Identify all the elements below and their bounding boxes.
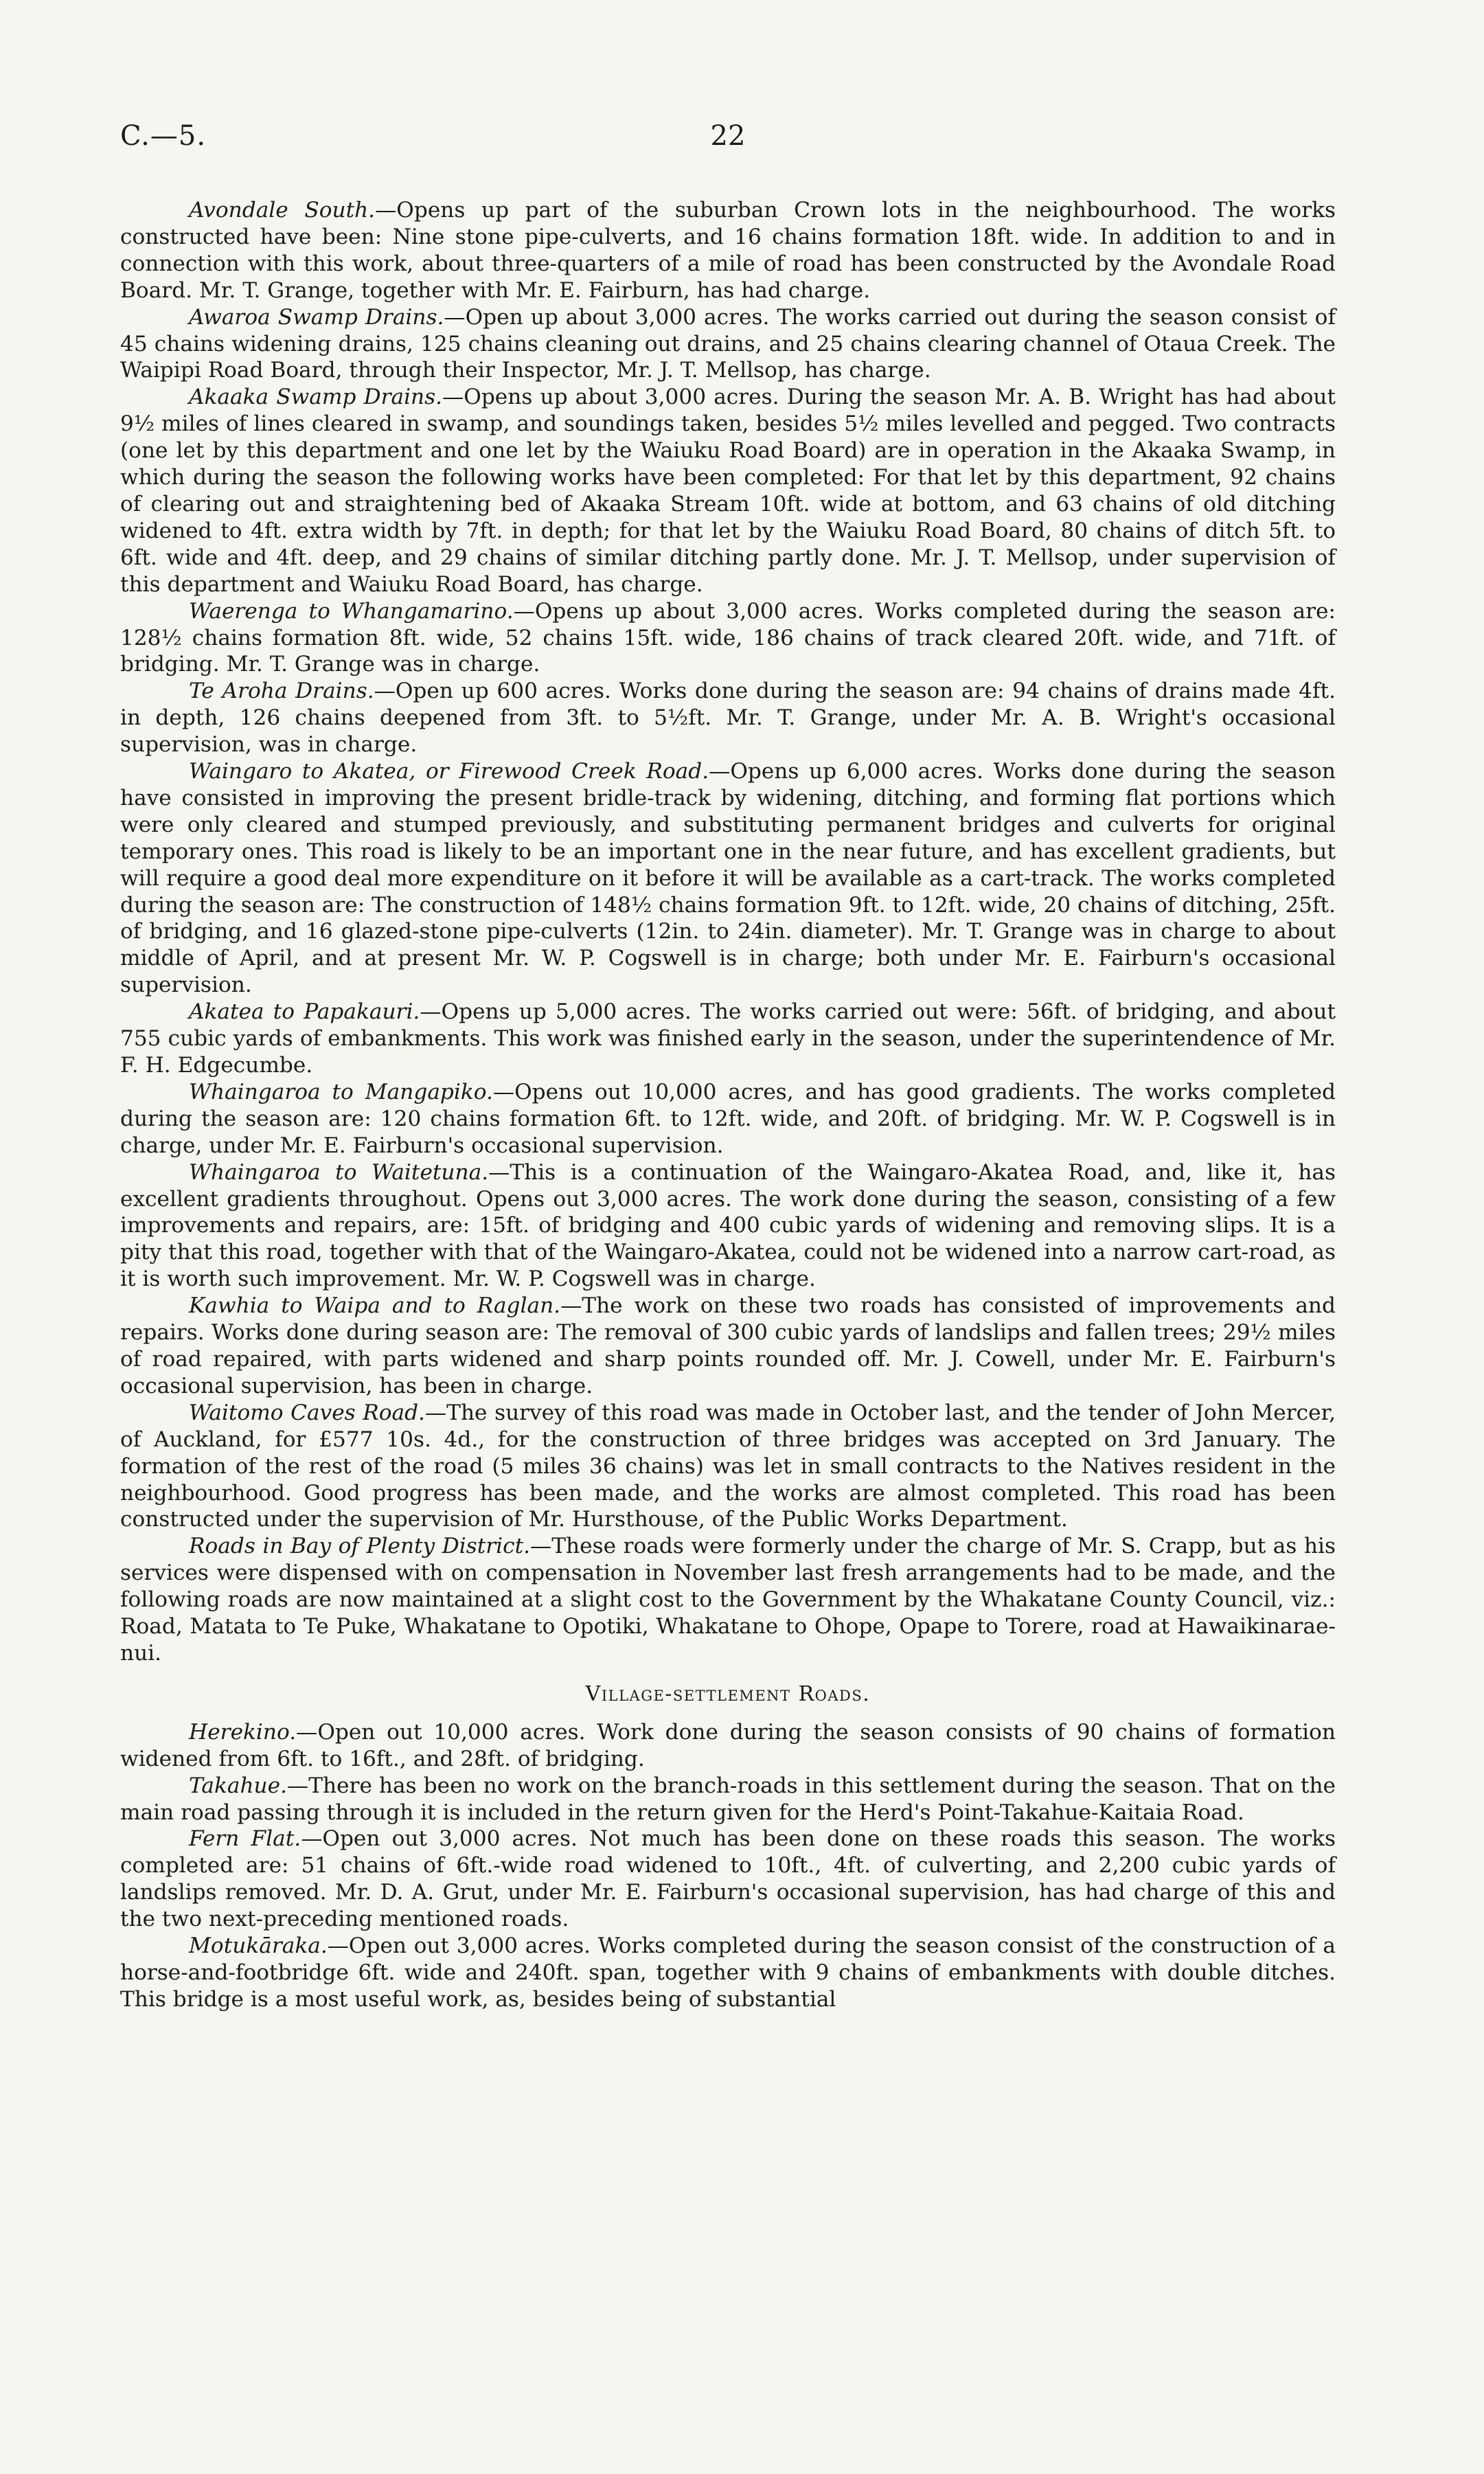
paragraph-text: —Opens up 5,000 acres. The works carried out were: 56ft. of bridging, and about 755 cubic yards of embankments. This work was finished early in the season, under the superintendence of Mr. F. H. Edgecumbe. xyxy=(120,999,1336,1078)
document-page xyxy=(120,120,1336,2013)
paragraph-title: Awaroa Swamp Drains. xyxy=(189,304,444,330)
paragraph-text: —Opens up about 3,000 acres. Works completed during the season are: 128½ chains formation 8ft. wide, 52 chains 15ft. wide, 186 chains of track cleared 20ft. wide, and 71ft. of bridging. Mr. T. Grange was in charge. xyxy=(120,598,1336,677)
paragraph-title: Takahue. xyxy=(189,1773,288,1798)
paragraph-text: —The work on these two roads has consisted of improvements and repairs. Works done during season are: The removal of 300 cubic yards of landslips and fallen trees; 29½ miles of road repaired, with parts widened and sharp points rounded off. Mr. J. Cowell, under Mr. E. Fairburn's occasional supervision, has been in charge. xyxy=(120,1293,1336,1398)
paragraph-title: Waerenga to Whangamarino. xyxy=(189,598,514,624)
page-header xyxy=(120,120,1336,175)
paragraph-text: —Open out 3,000 acres. Works completed during the season consist of the construction of a horse-and-footbridge 6ft. wide and 240ft. span, together with 9 chains of embankments with double ditches. This bridge is a most useful work, as, besides being of substantial xyxy=(120,1933,1336,2012)
paragraph-text: —These roads were formerly under the charge of Mr. S. Crapp, but as his services were dispensed with on compensation in November last fresh arrangements had to be made, and the following roads are now maintained at a slight cost to the Government by the Whakatane County Council, viz.: Road, Matata to Te Puke, Whakatane to Opotiki, Whakatane to Ohope, Opape to Torere, road at Hawaikinarae-nui. xyxy=(120,1534,1336,1666)
paragraph-title: Roads in Bay of Plenty District. xyxy=(189,1534,531,1559)
paragraph-akatea-to-papakauri xyxy=(120,999,1336,1079)
paragraph-text: —Open out 10,000 acres. Work done during the season consists of 90 chains of formation widened from 6ft. to 16ft., and 28ft. of bridging. xyxy=(120,1719,1336,1771)
paragraph-title: Waingaro to Akatea, or Firewood Creek Road. xyxy=(189,759,709,784)
paragraph-text: —Open out 3,000 acres. Not much has been done on these roads this season. The works completed are: 51 chains of 6ft.-wide road widened to 10ft., 4ft. of culverting, and 2,200 cubic yards of landslips removed. Mr. D. A. Grut, under Mr. E. Fairburn's occasional supervision, has had charge of this and the two next-preceding mentioned roads. xyxy=(120,1826,1336,1932)
paragraph-awaroa-swamp-drains xyxy=(120,304,1336,385)
paragraph-title: Kawhia to Waipa and to Raglan. xyxy=(189,1293,561,1319)
paragraph-fern-flat xyxy=(120,1826,1336,1933)
paragraph-waerenga-to-whangamarino xyxy=(120,598,1336,679)
paragraph-waitomo-caves-road xyxy=(120,1400,1336,1534)
body-text xyxy=(120,197,1336,2013)
page-number: 22 xyxy=(710,120,746,152)
paragraph-title: Waitomo Caves Road. xyxy=(189,1400,425,1425)
paragraph-whaingaroa-to-waitetuna xyxy=(120,1159,1336,1293)
paragraph-title: Motukāraka. xyxy=(189,1933,328,1959)
paragraph-takahue xyxy=(120,1773,1336,1826)
paragraph-kawhia-to-waipa-and-raglan xyxy=(120,1293,1336,1400)
paragraph-herekino xyxy=(120,1719,1336,1773)
paragraph-avondale-south xyxy=(120,197,1336,304)
paragraph-text: —There has been no work on the branch-roads in this settlement during the season. That on the main road passing through it is included in the return given for the Herd's Point-Takahue-Kaitaia Road. xyxy=(120,1773,1336,1825)
paragraph-text: —This is a continuation of the Waingaro-Akatea Road, and, like it, has excellent gradients throughout. Opens out 3,000 acres. The work done during the season, consisting of a few improvements and repairs, are: 15ft. of bridging and 400 cubic yards of widening and removing slips. It is a pity that this road, together with that of the Waingaro-Akatea, could not be widened into a narrow cart-road, as it is worth such improvement. Mr. W. P. Cogswell was in charge. xyxy=(120,1159,1336,1292)
document-reference: C.—5. xyxy=(120,120,207,152)
paragraph-waingaro-to-akatea xyxy=(120,758,1336,999)
paragraph-te-aroha-drains xyxy=(120,678,1336,758)
paragraph-text: —Opens out 10,000 acres, and has good gradients. The works completed during the season are: 120 chains formation 6ft. to 12ft. wide, and 20ft. of bridging. Mr. W. P. Cogswell is in charge, under Mr. E. Fairburn's occasional supervision. xyxy=(120,1079,1336,1158)
paragraph-title: Herekino. xyxy=(189,1719,297,1745)
paragraph-title: Whaingaroa to Waitetuna. xyxy=(189,1159,489,1185)
paragraph-motukaraka xyxy=(120,1933,1336,2013)
paragraph-text: —The survey of this road was made in October last, and the tender of John Mercer, of Auckland, for £577 10s. 4d., for the construction of three bridges was accepted on 3rd January. The formation of the rest of the road (5 miles 36 chains) was let in small contracts to the Natives resident in the neighbourhood. Good progress has been made, and the works are almost completed. This road has been constructed under the supervision of Mr. Hursthouse, of the Public Works Department. xyxy=(120,1400,1336,1532)
paragraph-bay-of-plenty-roads xyxy=(120,1533,1336,1667)
section-heading: Village-settlement Roads. xyxy=(585,1681,871,1706)
paragraph-title: Fern Flat. xyxy=(189,1826,301,1852)
paragraph-title: Akatea to Papakauri. xyxy=(189,999,420,1025)
paragraph-akaaka-swamp-drains xyxy=(120,384,1336,598)
paragraph-title: Akaaka Swamp Drains. xyxy=(189,385,443,410)
paragraph-text: —Open up about 3,000 acres. The works carried out during the season consist of 45 chains widening drains, 125 chains cleaning out drains, and 25 chains clearing channel of Otaua Creek. The Waipipi Road Board, through their Inspector, Mr. J. T. Mellsop, has charge. xyxy=(120,304,1336,383)
paragraph-text: —Opens up 6,000 acres. Works done during the season have consisted in improving the present bridle-track by widening, ditching, and forming flat portions which were only cleared and stumped previously, and substituting permanent bridges and culverts for original temporary ones. This road is likely to be an important one in the near future, and has excellent gradients, but will require a good deal more expenditure on it before it will be available as a cart-track. The works completed during the season are: The construction of 148½ chains formation 9ft. to 12ft. wide, 20 chains of ditching, 25ft. of bridging, and 16 glazed-stone pipe-culverts (12in. to 24in. diameter). Mr. T. Grange was in charge to about middle of April, and at present Mr. W. P. Cogswell is in charge; both under Mr. E. Fairburn's occasional supervision. xyxy=(120,759,1336,998)
paragraph-whaingaroa-to-mangapiko xyxy=(120,1079,1336,1159)
paragraph-text: —Open up 600 acres. Works done during the season are: 94 chains of drains made 4ft. in depth, 126 chains deepened from 3ft. to 5½ft. Mr. T. Grange, under Mr. A. B. Wright's occasional supervision, was in charge. xyxy=(120,679,1336,758)
paragraph-text: —Opens up part of the suburban Crown lots in the neighbourhood. The works constructed have been: Nine stone pipe-culverts, and 16 chains formation 18ft. wide. In addition to and in connection with this work, about three-quarters of a mile of road has been constructed by the Avondale Road Board. Mr. T. Grange, together with Mr. E. Fairburn, has had charge. xyxy=(120,198,1336,303)
paragraph-title: Whaingaroa to Mangapiko. xyxy=(189,1079,493,1104)
paragraph-title: Te Aroha Drains. xyxy=(189,679,374,704)
paragraph-title: Avondale South. xyxy=(189,198,376,223)
paragraph-text: —Opens up about 3,000 acres. During the season Mr. A. B. Wright has had about 9½ miles of lines cleared in swamp, and soundings taken, besides 5½ miles levelled and pegged. Two contracts (one let by this department and one let by the Waiuku Road Board) are in operation in the Akaaka Swamp, in which during the season the following works have been completed: For that let by this department, 92 chains of clearing out and straightening bed of Akaaka Stream 10ft. wide at bottom, and 63 chains of old ditching widened to 4ft. extra width by 7ft. in depth; for that let by the Waiuku Road Board, 80 chains of ditch 5ft. to 6ft. wide and 4ft. deep, and 29 chains of similar ditching partly done. Mr. J. T. Mellsop, under supervision of this department and Waiuku Road Board, has charge. xyxy=(120,385,1336,597)
